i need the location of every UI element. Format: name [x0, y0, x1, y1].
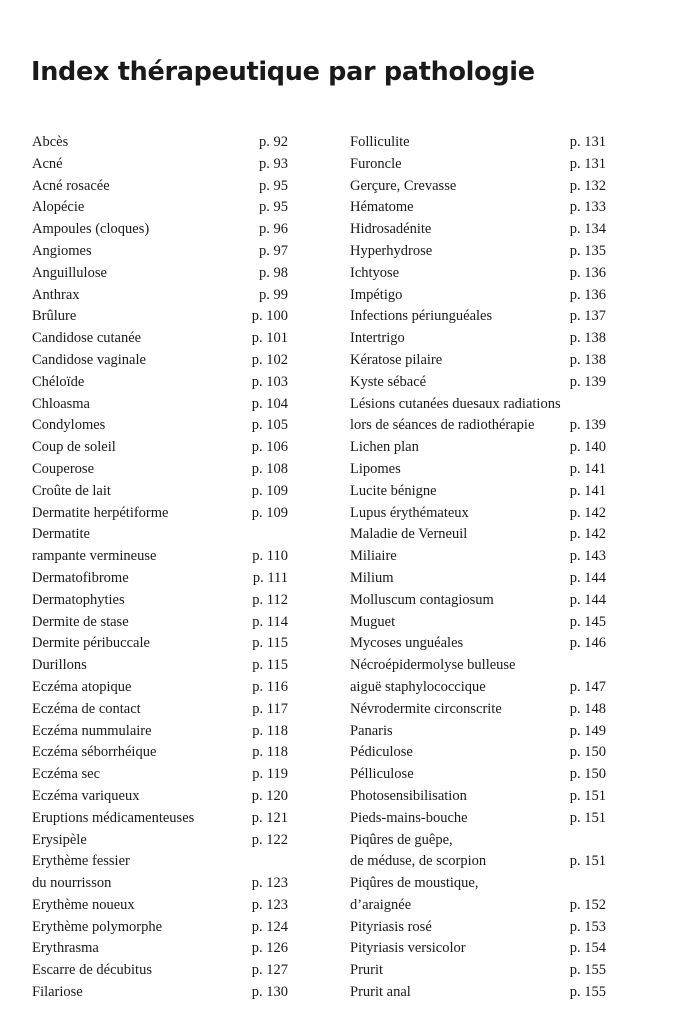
page-reference: p. 150: [569, 744, 606, 761]
index-entry: [32, 241, 288, 263]
index-term: Condylomes: [32, 417, 106, 434]
index-entry: [350, 764, 606, 786]
page-reference: p. 143: [569, 548, 606, 565]
index-term: Piqûres de guêpe,: [350, 831, 453, 848]
index-term: Dermatophyties: [32, 591, 125, 608]
index-entry: [350, 742, 606, 764]
page-reference: p. 110: [252, 548, 288, 565]
index-term: Impétigo: [350, 286, 403, 303]
index-entry: [350, 350, 606, 372]
index-entry: [32, 612, 288, 634]
index-term: Dermatite herpétiforme: [32, 504, 169, 521]
index-term: Milium: [350, 569, 394, 586]
page-reference: p. 106: [251, 439, 288, 456]
index-term: Kératose pilaire: [350, 351, 443, 368]
page-reference: p. 112: [252, 591, 288, 608]
index-term: Maladie de Verneuil: [350, 526, 468, 543]
index-term: Eczéma atopique: [32, 678, 132, 695]
index-term: Pélliculose: [350, 766, 414, 783]
index-term: Dermite péribuccale: [32, 635, 150, 652]
page-reference: p. 150: [569, 766, 606, 783]
page-reference: p. 97: [259, 242, 288, 259]
index-term: aiguë staphylococcique: [350, 678, 486, 695]
index-term: Infections périunguéales: [350, 308, 493, 325]
index-term: Eczéma séborrhéique: [32, 744, 157, 761]
index-term: Prurit: [350, 962, 384, 979]
index-entry: [32, 982, 288, 1004]
index-entry: [350, 328, 606, 350]
index-term: Gerçure, Crevasse: [350, 177, 457, 194]
index-entry: [350, 481, 606, 503]
index-term: Erythrasma: [32, 940, 99, 957]
index-entry: [32, 328, 288, 350]
index-term: Candidose vaginale: [32, 351, 146, 368]
page-reference: p. 96: [259, 221, 288, 238]
page-reference: p. 142: [569, 526, 606, 543]
index-entry: [350, 437, 606, 459]
index-entry: [32, 459, 288, 481]
index-entry: [350, 132, 606, 154]
index-entry: [32, 132, 288, 154]
page-reference: p. 130: [251, 984, 288, 1001]
index-term: Alopécie: [32, 199, 85, 216]
index-term: Dermite de stase: [32, 613, 129, 630]
index-entry: [32, 263, 288, 285]
index-term: Intertrigo: [350, 330, 405, 347]
page-reference: p. 111: [252, 569, 288, 586]
index-entry: [32, 764, 288, 786]
page-reference: p. 141: [569, 460, 606, 477]
index-term: Eczéma variqueux: [32, 787, 140, 804]
page-reference: p. 102: [251, 351, 288, 368]
index-term: Acné: [32, 155, 63, 172]
index-term: Panaris: [350, 722, 393, 739]
index-entry: [350, 590, 606, 612]
index-entry: [32, 830, 288, 852]
index-entry: [32, 154, 288, 176]
index-entry: [32, 677, 288, 699]
index-entry: [350, 197, 606, 219]
page-reference: p. 147: [569, 678, 606, 695]
index-entry: [350, 960, 606, 982]
index-term: Candidose cutanée: [32, 330, 142, 347]
index-entry: [350, 612, 606, 634]
page-reference: p. 109: [251, 482, 288, 499]
index-entry: [350, 306, 606, 328]
index-term: Pityriasis versicolor: [350, 940, 466, 957]
page-reference: p. 123: [251, 875, 288, 892]
page-reference: p. 95: [259, 177, 288, 194]
page-reference: p. 135: [569, 242, 606, 259]
index-entry: [350, 459, 606, 481]
page-reference: p. 122: [251, 831, 288, 848]
index-entry: [350, 938, 606, 960]
index-term: Pieds-mains-bouche: [350, 809, 468, 826]
page-reference: p. 154: [569, 940, 606, 957]
index-entry: [350, 655, 606, 677]
index-term: Erysipèle: [32, 831, 87, 848]
page-reference: p. 100: [251, 308, 288, 325]
index-entry: [350, 982, 606, 1004]
index-term: Hyperhydrose: [350, 242, 433, 259]
index-term: Abcès: [32, 134, 69, 150]
index-entry: [350, 873, 606, 895]
index-term: Chéloïde: [32, 373, 85, 390]
index-term: Eczéma sec: [32, 766, 101, 783]
index-entry: [350, 677, 606, 699]
index-term: Durillons: [32, 657, 87, 674]
index-entry: [350, 524, 606, 546]
page-reference: p. 142: [569, 504, 606, 521]
index-term: Mycoses unguéales: [350, 635, 464, 652]
index-entry: [32, 699, 288, 721]
index-term: d’araignée: [350, 896, 412, 913]
page-reference: p. 117: [252, 700, 288, 717]
index-entry: [350, 219, 606, 241]
index-entry: [32, 372, 288, 394]
index-entry: [32, 568, 288, 590]
index-term: Pédiculose: [350, 744, 413, 761]
index-term: Prurit anal: [350, 984, 411, 1001]
index-entry: [350, 830, 606, 852]
page-reference: p. 101: [251, 330, 288, 347]
index-entry: [350, 895, 606, 917]
index-term: Dermatite: [32, 526, 90, 543]
index-term: Lupus érythémateux: [350, 504, 469, 521]
index-entry: [350, 415, 606, 437]
page-reference: p. 123: [251, 896, 288, 913]
index-term: Piqûres de moustique,: [350, 875, 479, 892]
page-reference: p. 137: [569, 308, 606, 325]
index-entry: [350, 372, 606, 394]
page-reference: p. 139: [569, 373, 606, 390]
page-reference: p. 119: [252, 766, 288, 783]
index-term: Eczéma de contact: [32, 700, 141, 717]
index-term: Brûlure: [32, 308, 77, 325]
index-term: Kyste sébacé: [350, 373, 427, 390]
index-term: Erythème noueux: [32, 896, 135, 913]
index-entry: [32, 851, 288, 873]
index-term: Molluscum contagiosum: [350, 591, 494, 608]
index-term: de méduse, de scorpion: [350, 853, 487, 870]
page-reference: p. 138: [569, 330, 606, 347]
page-reference: p. 138: [569, 351, 606, 368]
index-entry: [32, 895, 288, 917]
index-term: Erythème polymorphe: [32, 918, 163, 935]
index-term: Acné rosacée: [32, 177, 110, 194]
page-reference: p. 132: [569, 177, 606, 194]
index-entry: [350, 546, 606, 568]
index-term: Pityriasis rosé: [350, 918, 432, 935]
index-entry: [32, 938, 288, 960]
page-reference: p. 93: [259, 155, 288, 172]
index-entry: [350, 721, 606, 743]
index-term: Lucite bénigne: [350, 482, 437, 499]
index-term: Photosensibilisation: [350, 787, 467, 804]
page-reference: p. 148: [569, 700, 606, 717]
index-entry: [32, 197, 288, 219]
page-reference: p. 149: [569, 722, 606, 739]
index-term: Nécroépidermolyse bulleuse: [350, 657, 516, 674]
index-term: Coup de soleil: [32, 439, 116, 456]
index-entry: [32, 415, 288, 437]
index-entry: [350, 699, 606, 721]
index-term: Escarre de décubitus: [32, 962, 152, 979]
index-entry: [32, 437, 288, 459]
page-title: Index thérapeutique par pathologie: [31, 57, 535, 87]
page-reference: p. 155: [569, 984, 606, 1001]
index-term: Eczéma nummulaire: [32, 722, 152, 739]
index-entry: [32, 176, 288, 198]
index-term: Ichtyose: [350, 264, 400, 281]
index-entry: [32, 873, 288, 895]
index-entry: [32, 655, 288, 677]
page-reference: p. 126: [251, 940, 288, 957]
page-reference: p. 141: [569, 482, 606, 499]
page-reference: p. 155: [569, 962, 606, 979]
page-reference: p. 95: [259, 199, 288, 216]
index-entry: [350, 568, 606, 590]
index-entry: [32, 633, 288, 655]
index-entry: [32, 808, 288, 830]
index-term: Miliaire: [350, 548, 397, 565]
index-entry: [350, 851, 606, 873]
index-entry: [32, 524, 288, 546]
index-entry: [32, 960, 288, 982]
page-reference: p. 121: [251, 809, 288, 826]
page-reference: p. 144: [569, 591, 606, 608]
page-reference: p. 131: [569, 155, 606, 172]
index-term: Hidrosadénite: [350, 221, 432, 238]
page-reference: p. 153: [569, 918, 606, 935]
index-entry: [350, 503, 606, 525]
page-reference: p. 105: [251, 417, 288, 434]
index-entry: [32, 917, 288, 939]
index-entry: [32, 481, 288, 503]
index-term: Furoncle: [350, 155, 402, 172]
page-reference: p. 146: [569, 635, 606, 652]
index-entry: [32, 742, 288, 764]
page-reference: p. 136: [569, 286, 606, 303]
index-entry: [350, 786, 606, 808]
page-reference: p. 145: [569, 613, 606, 630]
index-entry: [350, 176, 606, 198]
page-reference: p. 136: [569, 264, 606, 281]
index-term: Lipomes: [350, 460, 401, 477]
page-reference: p. 120: [251, 787, 288, 804]
index-entry: [32, 394, 288, 416]
page-reference: p. 151: [569, 809, 606, 826]
page-reference: p. 104: [251, 395, 288, 412]
index-term: Dermatofibrome: [32, 569, 129, 586]
page-reference: p. 124: [251, 918, 288, 935]
index-term: Folliculite: [350, 134, 410, 150]
page-reference: p. 99: [259, 286, 288, 303]
page-reference: p. 139: [569, 417, 606, 434]
page-reference: p. 127: [251, 962, 288, 979]
page-reference: p. 103: [251, 373, 288, 390]
index-entry: [32, 285, 288, 307]
index-entry: [32, 219, 288, 241]
index-entry: [32, 306, 288, 328]
page-reference: p. 109: [251, 504, 288, 521]
index-term: rampante vermineuse: [32, 548, 157, 565]
index-entry: [32, 590, 288, 612]
page-reference: p. 116: [252, 678, 288, 695]
page-reference: p. 118: [252, 744, 288, 761]
page-reference: p. 115: [252, 657, 288, 674]
page-reference: p. 114: [252, 613, 288, 630]
index-term: Lichen plan: [350, 439, 419, 456]
index-term: Chloasma: [32, 395, 90, 412]
index-entry: [350, 633, 606, 655]
index-entry: [32, 721, 288, 743]
page-reference: p. 134: [569, 221, 606, 238]
index-entry: [350, 285, 606, 307]
page-reference: p. 98: [259, 264, 288, 281]
page-reference: p. 151: [569, 787, 606, 804]
index-term: Ampoules (cloques): [32, 221, 150, 238]
index-term: lors de séances de radiothérapie: [350, 417, 535, 434]
index-entry: [32, 503, 288, 525]
index-term: Eruptions médicamenteuses: [32, 809, 195, 826]
index-term: Anguillulose: [32, 264, 107, 281]
index-term: Angiomes: [32, 242, 92, 259]
page-reference: p. 152: [569, 896, 606, 913]
index-term: du nourrisson: [32, 875, 112, 892]
page-reference: p. 131: [569, 134, 606, 150]
index-entry: [350, 241, 606, 263]
index-entry: [32, 546, 288, 568]
index-column-right: [350, 132, 606, 1004]
index-entry: [32, 786, 288, 808]
index-entry: [350, 154, 606, 176]
index-term: Lésions cutanées duesaux radiations: [350, 395, 561, 412]
index-entry: [32, 350, 288, 372]
index-term: Couperose: [32, 460, 95, 477]
index-entry: [350, 917, 606, 939]
index-column-left: [32, 132, 288, 1004]
index-entry: [350, 263, 606, 285]
index-term: Anthrax: [32, 286, 80, 303]
page-reference: p. 108: [251, 460, 288, 477]
page-reference: p. 133: [569, 199, 606, 216]
page-reference: p. 118: [252, 722, 288, 739]
index-term: Filariose: [32, 984, 83, 1001]
page-reference: p. 115: [252, 635, 288, 652]
index-entry: [350, 394, 606, 416]
index-term: Muguet: [350, 613, 396, 630]
page-reference: p. 140: [569, 439, 606, 456]
page-reference: p. 92: [259, 134, 288, 150]
index-term: Hématome: [350, 199, 414, 216]
page-reference: p. 151: [569, 853, 606, 870]
page-reference: p. 144: [569, 569, 606, 586]
index-entry: [350, 808, 606, 830]
index-term: Névrodermite circonscrite: [350, 700, 502, 717]
index-term: Erythème fessier: [32, 853, 130, 870]
index-term: Croûte de lait: [32, 482, 111, 499]
